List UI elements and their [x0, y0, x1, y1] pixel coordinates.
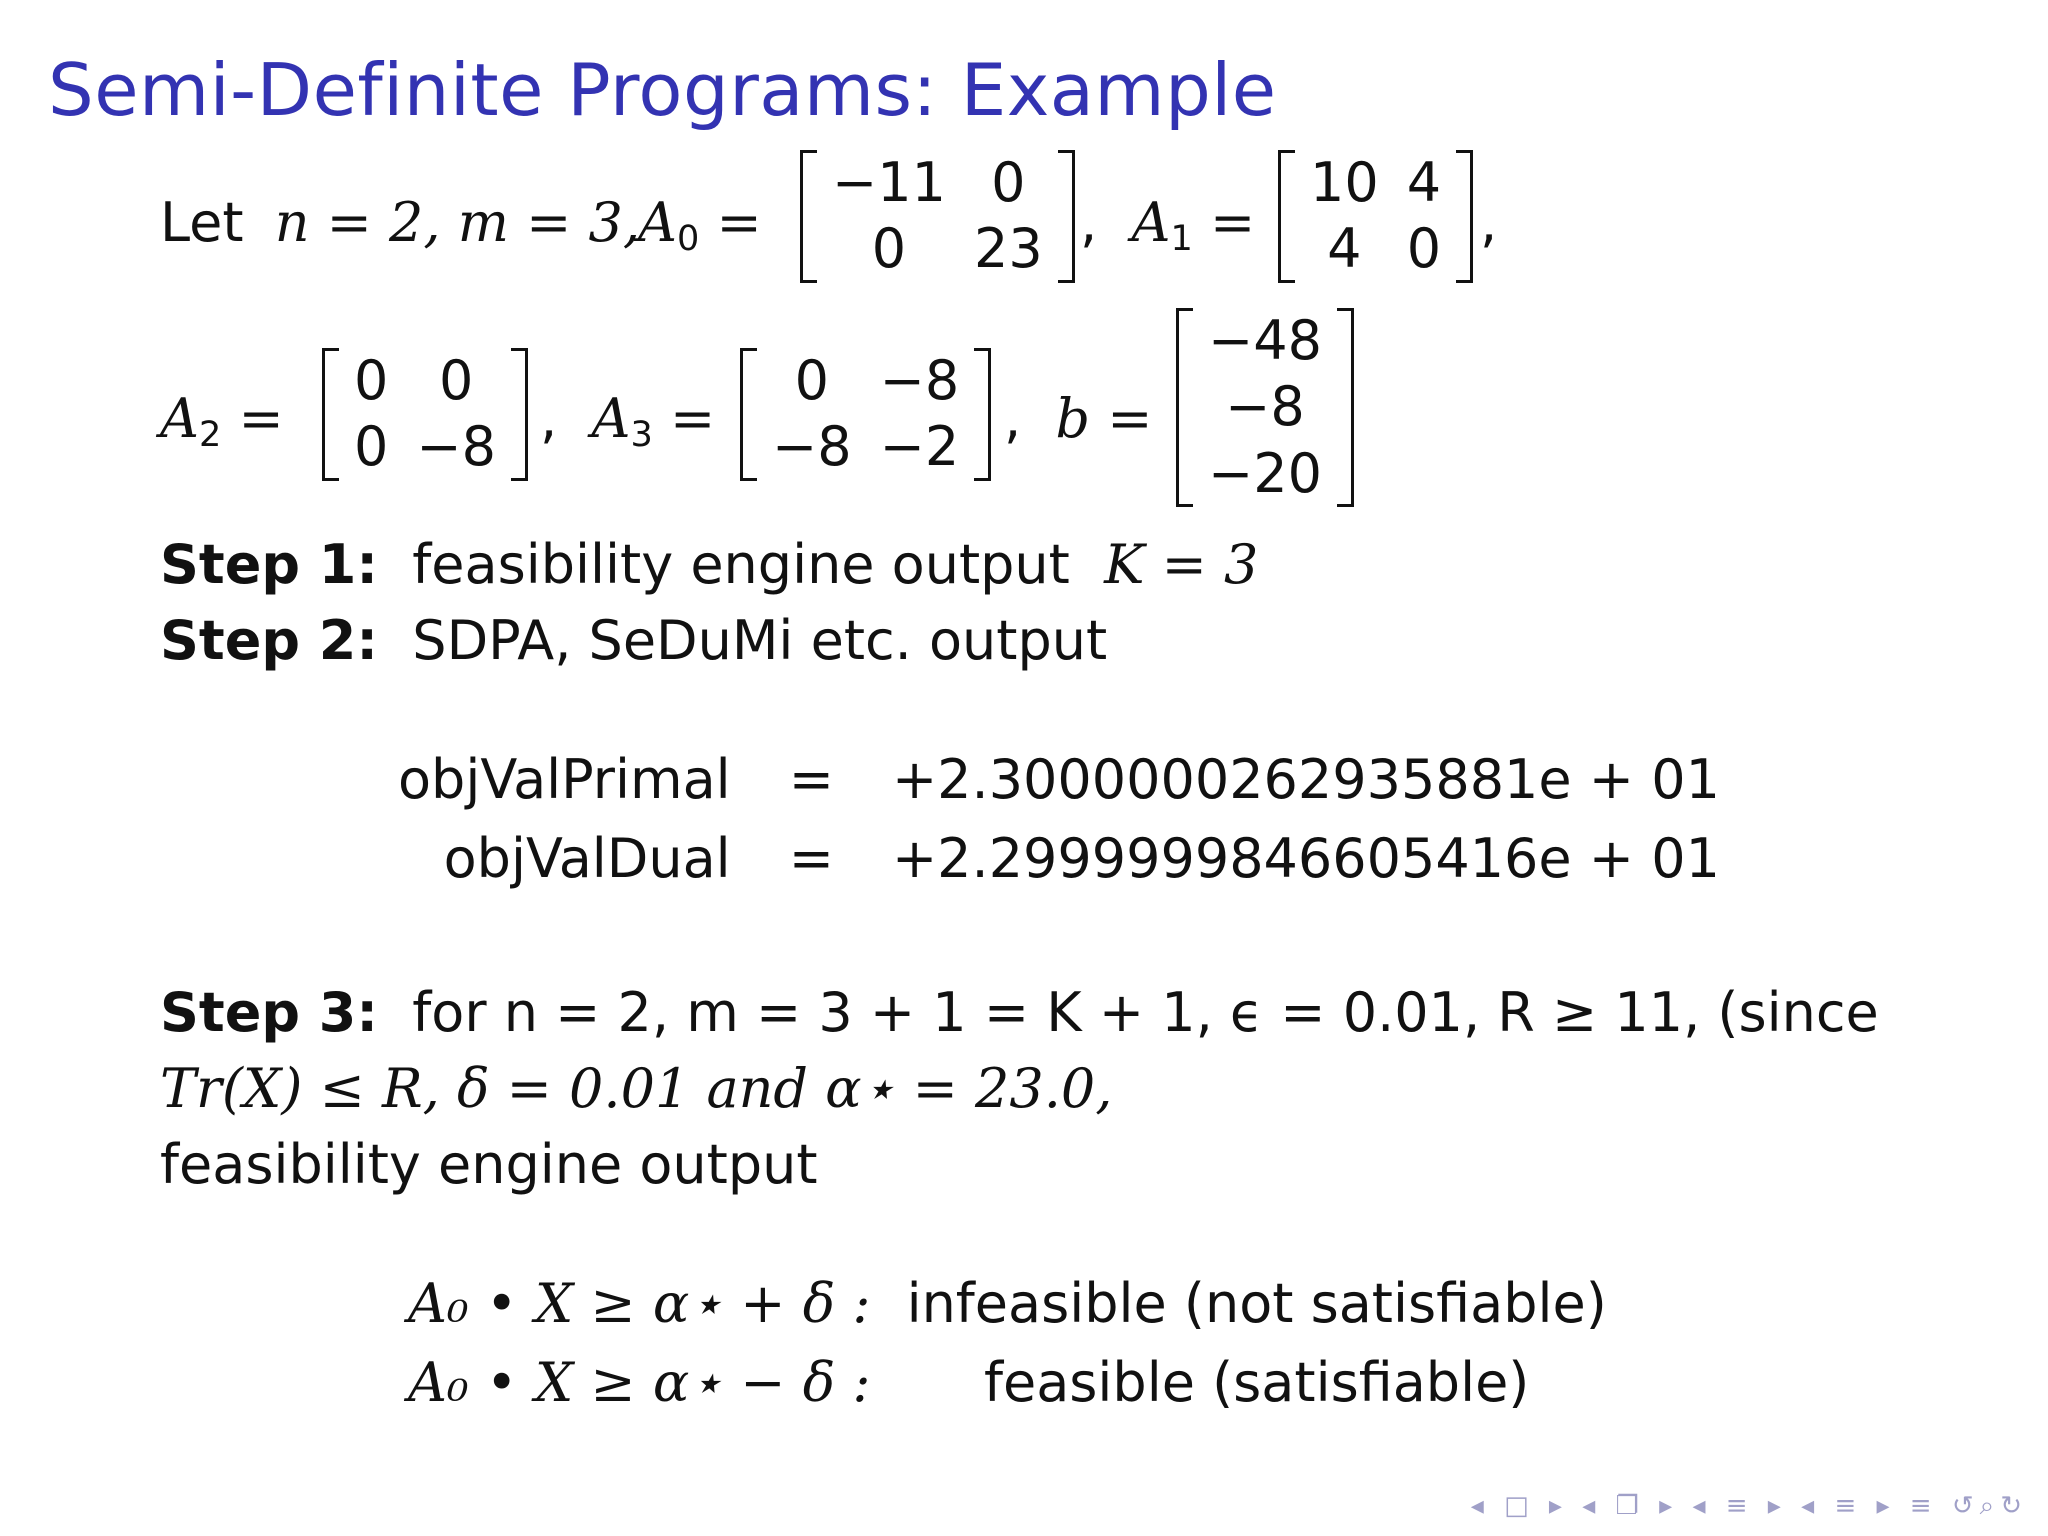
- b-label: , b =: [1004, 387, 1153, 450]
- objective-values: [380, 740, 1738, 898]
- intro-line-1: [160, 191, 641, 254]
- matrix-A2: 0 0 0 −8: [322, 348, 528, 481]
- feasibility-results: [390, 1264, 1625, 1422]
- step-1: [160, 533, 1259, 596]
- step-1-label: Step 1:: [160, 533, 378, 596]
- matrix-A0: −11 0 0 23: [800, 150, 1075, 283]
- beamer-navigation-icons[interactable]: ◂ □ ▸ ◂ ❐ ▸ ◂ ≡ ▸ ◂ ≡ ▸ ≡ ↺⌕↻: [1470, 1491, 2028, 1521]
- step-2-text: SDPA, SeDuMi etc. output: [412, 609, 1108, 672]
- step-3-line-3: feasibility engine output: [160, 1133, 818, 1196]
- matrix-A1: 10 4 4 0: [1278, 150, 1473, 283]
- step-3-line-1: Step 3: for n = 2, m = 3 + 1 = K + 1, ϵ = 0.01, R ≥ 11, (since: [160, 981, 1879, 1044]
- n-m-definition: n = 2, m = 3,: [274, 191, 641, 254]
- A1-label: , $A_1$ =: [1080, 191, 1256, 259]
- result-row-feasible: A₀ • X ≥ α⋆ − δ : feasible (satisfiable): [408, 1351, 1530, 1414]
- step-2: [160, 609, 1108, 672]
- step-1-math: K = 3: [1104, 533, 1259, 596]
- objective-row-primal: objValPrimal = +2.3000000262935881e + 01: [398, 748, 1720, 811]
- step-2-label: Step 2:: [160, 609, 378, 672]
- A2-label: $A_2$ =: [160, 387, 284, 455]
- comma: ,: [1480, 191, 1498, 254]
- result-row-infeasible: A₀ • X ≥ α⋆ + δ : infeasible (not satisfiable): [408, 1272, 1607, 1335]
- A3-label: , $A_3$ =: [540, 387, 716, 455]
- step-1-text: feasibility engine output: [412, 533, 1070, 596]
- objective-row-dual: objValDual = +2.2999999846605416e + 01: [443, 827, 1720, 890]
- slide-title: Semi-Definite Programs: Example: [48, 48, 1277, 132]
- step-3-line-2: Tr(X) ≤ R, δ = 0.01 and α⋆ = 23.0,: [160, 1057, 1113, 1120]
- step-3-label: Step 3:: [160, 981, 378, 1044]
- A0-label: $A_0$ =: [638, 191, 762, 259]
- matrix-A3: 0 −8 −8 −2: [740, 348, 991, 481]
- let-word: Let: [160, 191, 244, 254]
- vector-b: −48 −8 −20: [1176, 308, 1354, 507]
